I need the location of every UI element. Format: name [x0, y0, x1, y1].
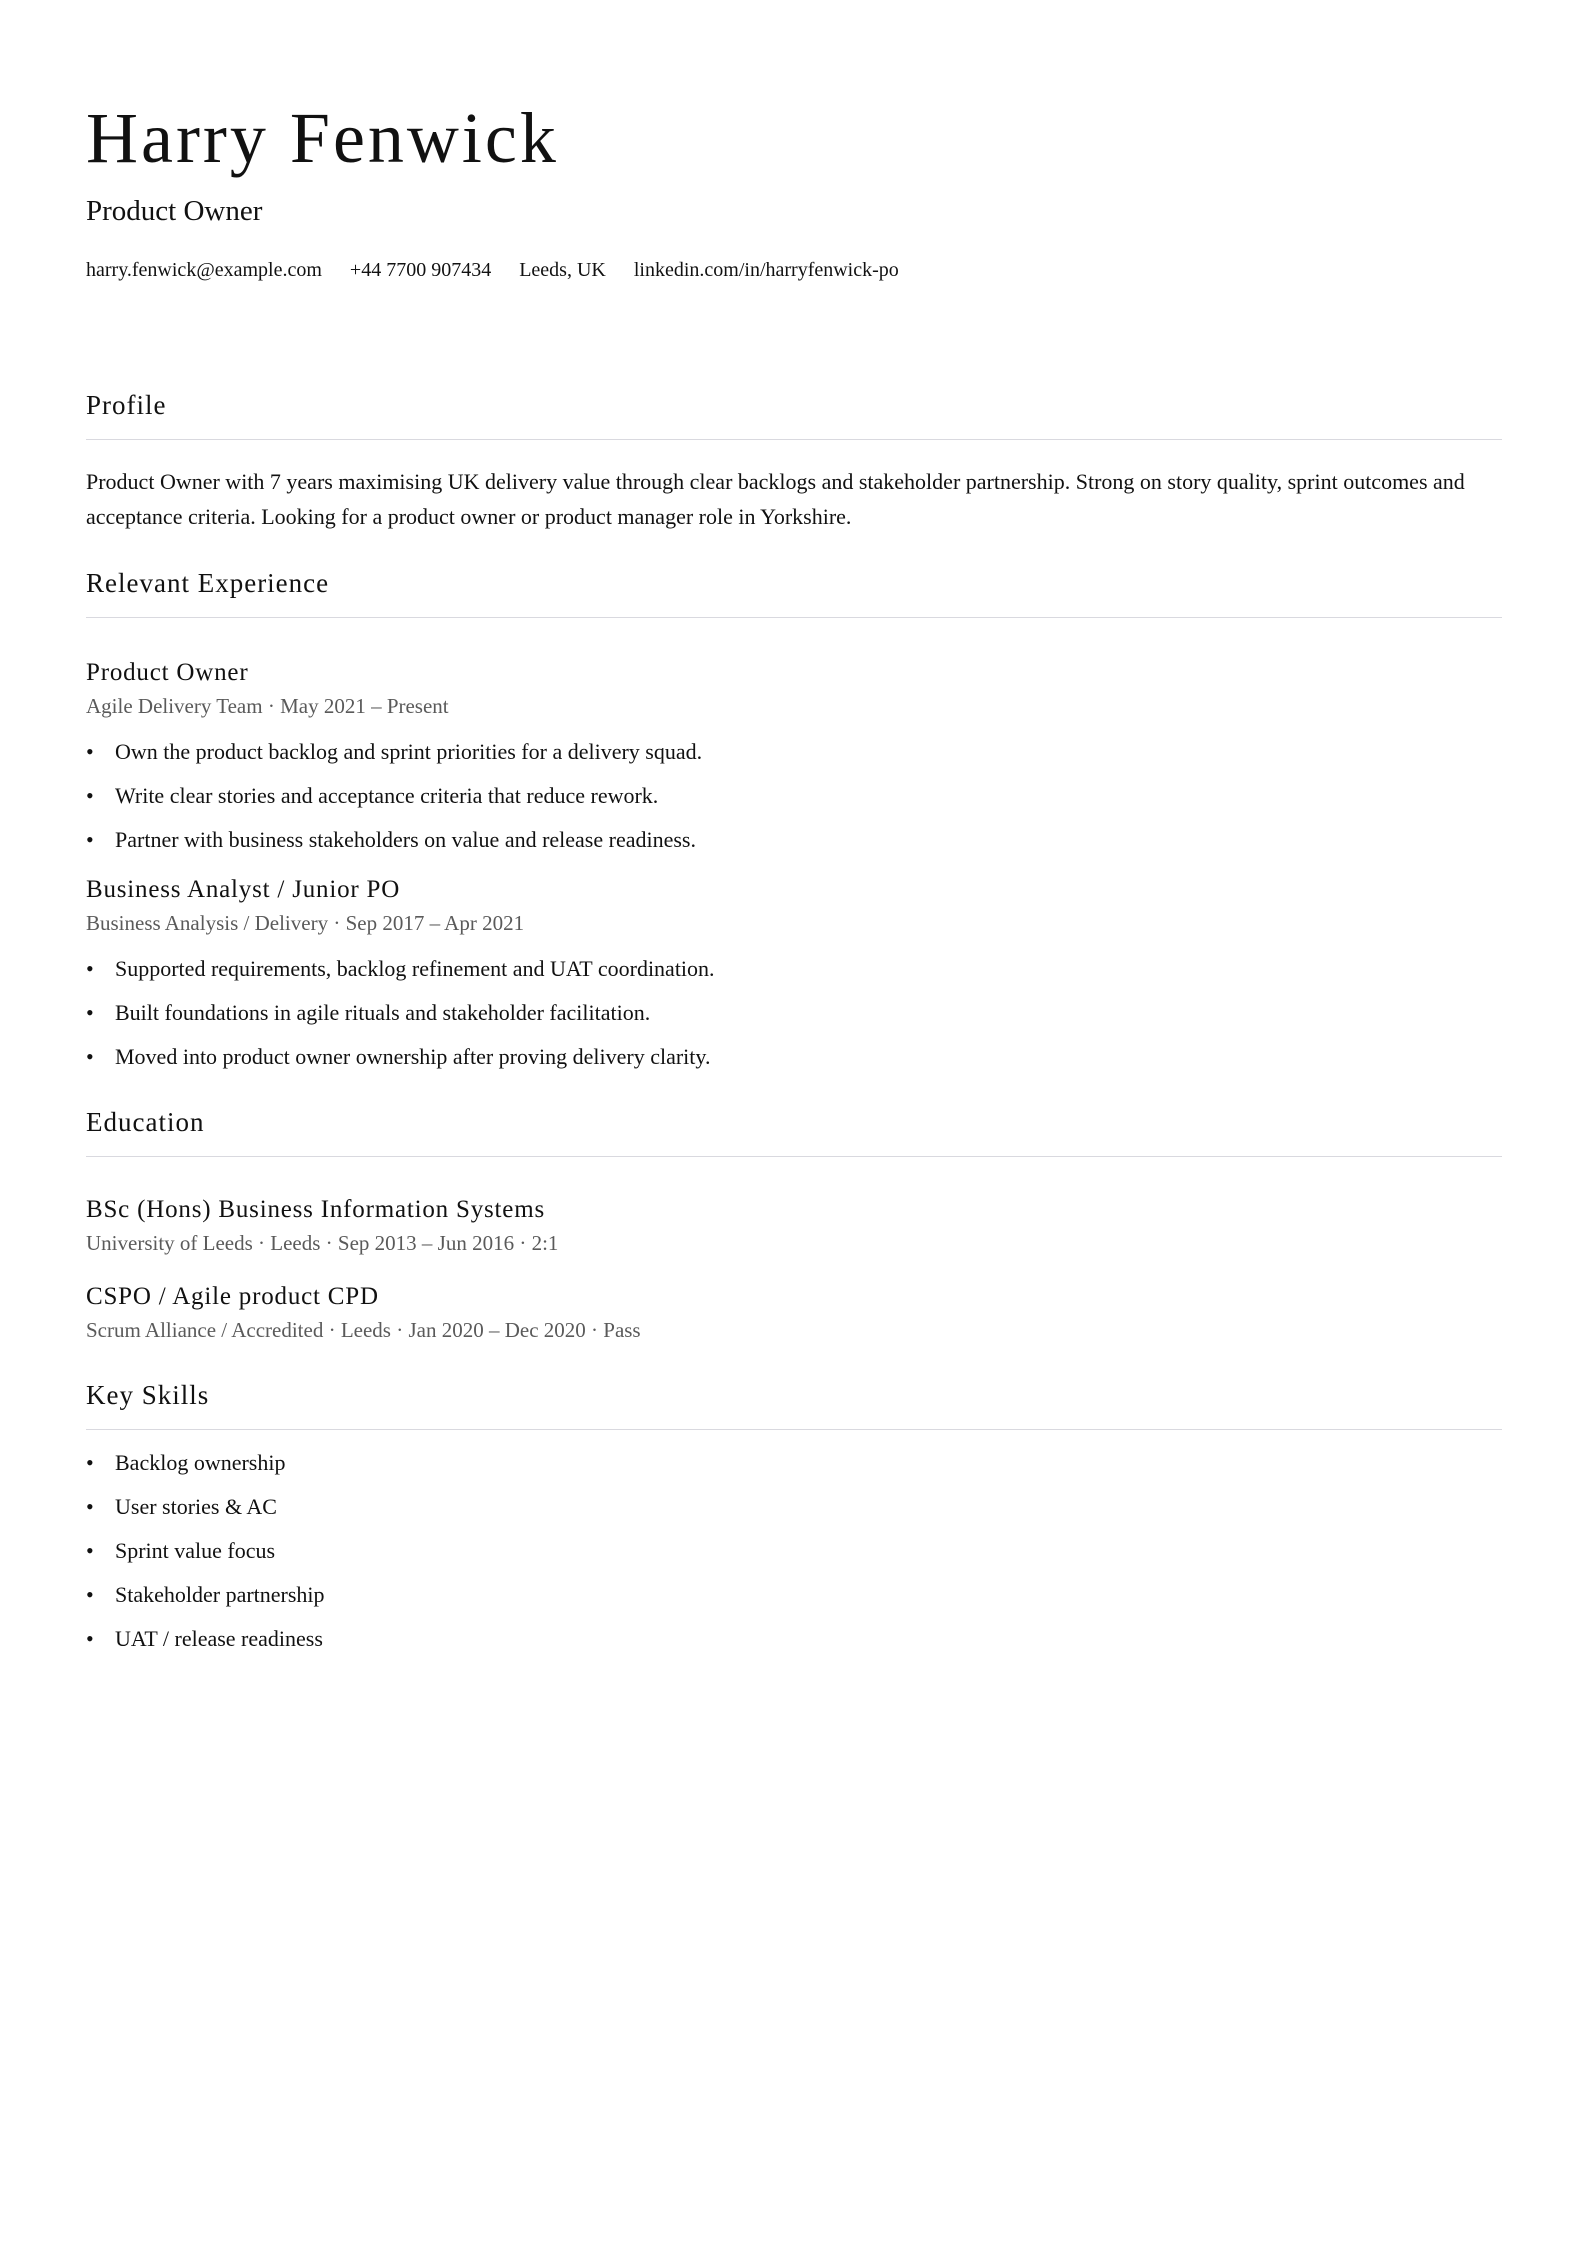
job-entry [86, 658, 1502, 853]
job-bullet: • Moved into product owner ownership after proving delivery clarity. [86, 1044, 1502, 1070]
job-bullet: • Write clear stories and acceptance criteria that reduce rework. [86, 783, 1502, 809]
profile-heading: Profile [86, 389, 1502, 440]
skills-list [86, 1450, 1502, 1652]
skill-item: • Sprint value focus [86, 1538, 1502, 1564]
skill-item: • User stories & AC [86, 1494, 1502, 1520]
job-bullet: • Own the product backlog and sprint priorities for a delivery squad. [86, 739, 1502, 765]
contact-location: Leeds, UK [519, 259, 606, 281]
job-bullets [86, 739, 1502, 853]
job-bullet: • Supported requirements, backlog refinement and UAT coordination. [86, 956, 1502, 982]
candidate-name: Harry Fenwick [86, 98, 559, 178]
job-title: Product Owner [86, 659, 249, 686]
contact-line [86, 258, 1502, 282]
skill-item: • UAT / release readiness [86, 1626, 1502, 1652]
job-bullets [86, 956, 1502, 1070]
education-heading: Education [86, 1106, 1502, 1157]
profile-summary: Product Owner with 7 years maximising UK delivery value through clear backlogs and stakeholder partnership. Strong on story quality, sprint outcomes and acceptance criteria. Looking for a product owner or product manager role in Yorkshire. [86, 469, 1465, 529]
profile-section [86, 389, 1502, 534]
job-meta: Business Analysis / Delivery · Sep 2017 – Apr 2021 [86, 911, 525, 935]
job-meta: Agile Delivery Team · May 2021 – Present [86, 694, 449, 718]
job-bullet: • Built foundations in agile rituals and stakeholder facilitation. [86, 1000, 1502, 1026]
education-section [86, 1106, 1502, 1343]
candidate-role: Product Owner [86, 195, 263, 227]
experience-section [86, 567, 1502, 1070]
contact-email[interactable]: harry.fenwick@example.com [86, 259, 322, 281]
job-entry [86, 875, 1502, 1070]
job-title: Business Analyst / Junior PO [86, 876, 401, 903]
contact-linkedin[interactable]: linkedin.com/in/harryfenwick-po [633, 259, 899, 281]
skills-heading: Key Skills [86, 1379, 1502, 1430]
skill-item: • Stakeholder partnership [86, 1582, 1502, 1608]
skills-section [86, 1379, 1502, 1652]
skill-item: • Backlog ownership [86, 1450, 1502, 1476]
job-bullet: • Partner with business stakeholders on value and release readiness. [86, 827, 1502, 853]
education-title: BSc (Hons) Business Information Systems [86, 1196, 545, 1223]
contact-phone[interactable]: +44 7700 907434 [349, 259, 492, 281]
education-meta: University of Leeds · Leeds · Sep 2013 – Jun 2016 · 2:1 [86, 1231, 559, 1255]
education-entry [86, 1195, 1502, 1256]
education-title: CSPO / Agile product CPD [86, 1283, 379, 1310]
experience-heading: Relevant Experience [86, 567, 1502, 618]
education-meta: Scrum Alliance / Accredited · Leeds · Jan 2020 – Dec 2020 · Pass [86, 1318, 641, 1342]
education-entry [86, 1282, 1502, 1343]
